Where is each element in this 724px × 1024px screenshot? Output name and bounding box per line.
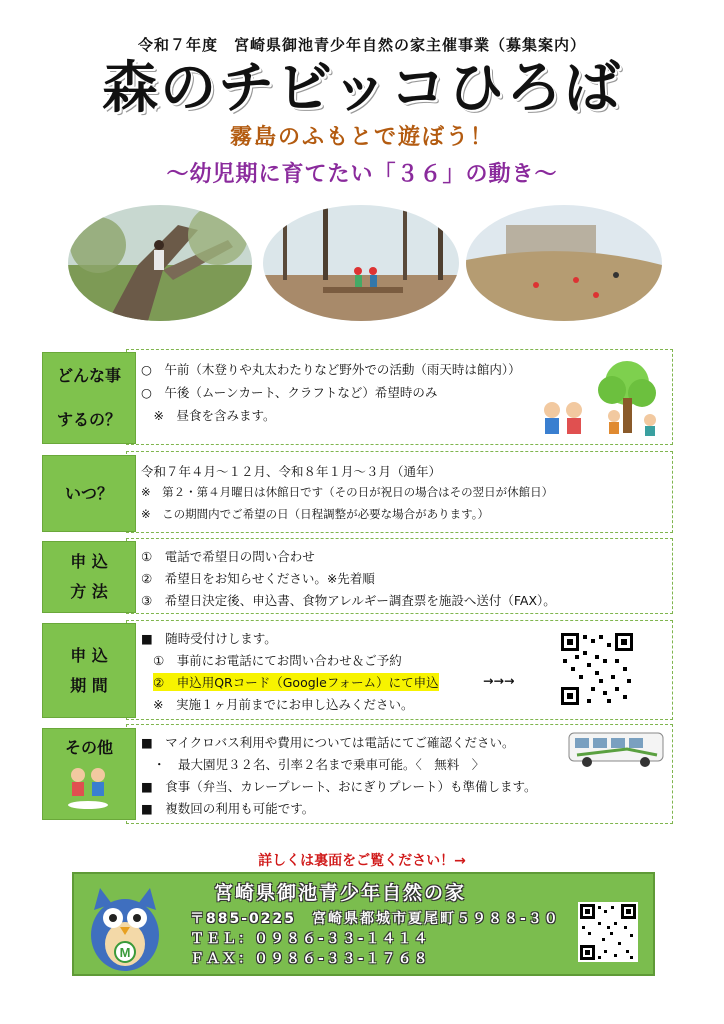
apply-line-2: ② 希望日をお知らせください。※先着順 bbox=[141, 571, 375, 586]
other-line-3: ■ 食事（弁当、カレープレート、おにぎりプレート）も準備します。 bbox=[141, 779, 537, 794]
application-qr-code[interactable] bbox=[559, 631, 635, 707]
period-line-2: ① 事前にお電話にてお問い合わせ＆ご予約 bbox=[153, 653, 402, 668]
what-label-line-1: どんな事 bbox=[56, 366, 121, 385]
kids-illustration bbox=[64, 763, 114, 811]
photo-tree-climbing bbox=[68, 205, 252, 321]
when-line-1: 令和７年４月～１２月、令和８年１月～３月（通年） bbox=[141, 464, 442, 479]
facility-fax: ＦＡＸ：０９８６-３３-１７６８ bbox=[190, 951, 430, 967]
qr-apply-link[interactable]: ② 申込用QRコード（Googleフォーム）にて申込 bbox=[153, 675, 439, 690]
when-line-3: ※ この期間内でご希望の日（日程調整が必要な場合があります。） bbox=[141, 507, 489, 521]
footer-contact bbox=[72, 872, 655, 976]
when-label: いつ？ bbox=[42, 455, 136, 532]
what-content-box bbox=[126, 349, 673, 445]
photo-hill-play bbox=[466, 205, 662, 321]
apply-line-1: ① 電話で希望日の問い合わせ bbox=[141, 549, 315, 564]
facility-name: 宮崎県御池青少年自然の家 bbox=[214, 882, 467, 904]
children-tree-illustration bbox=[532, 358, 662, 442]
when-line-2: ※ 第２・第４月曜日は休館日です（その日が祝日の場合はその翌日が休館日） bbox=[141, 485, 554, 499]
period-content-box bbox=[126, 620, 673, 720]
event-subtitle: 令和７年度 宮崎県御池青少年自然の家主催事業（募集案内） bbox=[137, 36, 586, 54]
see-back-link[interactable]: 詳しくは裏面をご覧ください！→ bbox=[258, 853, 466, 869]
page-title: 森のチビッコひろば bbox=[102, 56, 622, 121]
period-label bbox=[42, 623, 136, 718]
what-label bbox=[42, 352, 136, 444]
arrow-to-qr: →→→ bbox=[483, 673, 515, 688]
what-line-3: ※ 昼食を含みます。 bbox=[141, 408, 276, 423]
apply-line-3: ③ 希望日決定後、申込書、食物アレルギー調査票を施設へ送付（FAX）。 bbox=[141, 593, 556, 608]
other-content-box bbox=[126, 724, 673, 824]
period-line-4: ※ 実施１ヶ月前までにお申し込みください。 bbox=[153, 697, 414, 712]
period-label-line-2: 期 間 bbox=[70, 675, 108, 695]
other-line-2: ・ 最大園児３２名、引率２名まで乗車可能。〈 無料 〉 bbox=[153, 757, 485, 772]
facility-address: 〒885-0225 宮崎県都城市夏尾町５９８８-３０ bbox=[190, 911, 560, 927]
facility-tel[interactable]: ＴＥＬ：０９８６-３３-１４１４ bbox=[190, 931, 430, 947]
what-line-1: ○ 午前（木登りや丸太わたりなど野外での活動（雨天時は館内）） bbox=[141, 362, 521, 377]
when-content-box bbox=[126, 451, 673, 533]
microbus-illustration bbox=[567, 729, 667, 771]
owl-mascot-icon bbox=[80, 880, 170, 974]
theme-phrase: ～幼児期に育てたい「３６」の動き～ bbox=[166, 162, 558, 187]
catch-phrase: 霧島のふもとで遊ぼう！ bbox=[229, 125, 494, 150]
other-line-4: ■ 複数回の利用も可能です。 bbox=[141, 801, 315, 816]
period-line-1: ■ 随時受付けします。 bbox=[141, 631, 277, 646]
apply-label bbox=[42, 541, 136, 613]
other-line-1: ■ マイクロバス利用や費用については電話にてご確認ください。 bbox=[141, 735, 515, 750]
apply-label-line-2: 方 法 bbox=[70, 582, 108, 601]
what-label-line-2: するの？ bbox=[56, 410, 121, 429]
apply-label-line-1: 申 込 bbox=[70, 552, 108, 571]
other-label bbox=[42, 728, 136, 820]
mascot-letter: M bbox=[119, 945, 131, 960]
facility-qr-code[interactable] bbox=[578, 902, 638, 962]
photo-log-walking bbox=[263, 205, 459, 321]
period-label-line-1: 申 込 bbox=[70, 645, 108, 665]
apply-content-box bbox=[126, 538, 673, 614]
what-line-2: ○ 午後（ムーンカート、クラフトなど）希望時のみ bbox=[141, 385, 438, 400]
other-label-text: その他 bbox=[64, 738, 113, 757]
